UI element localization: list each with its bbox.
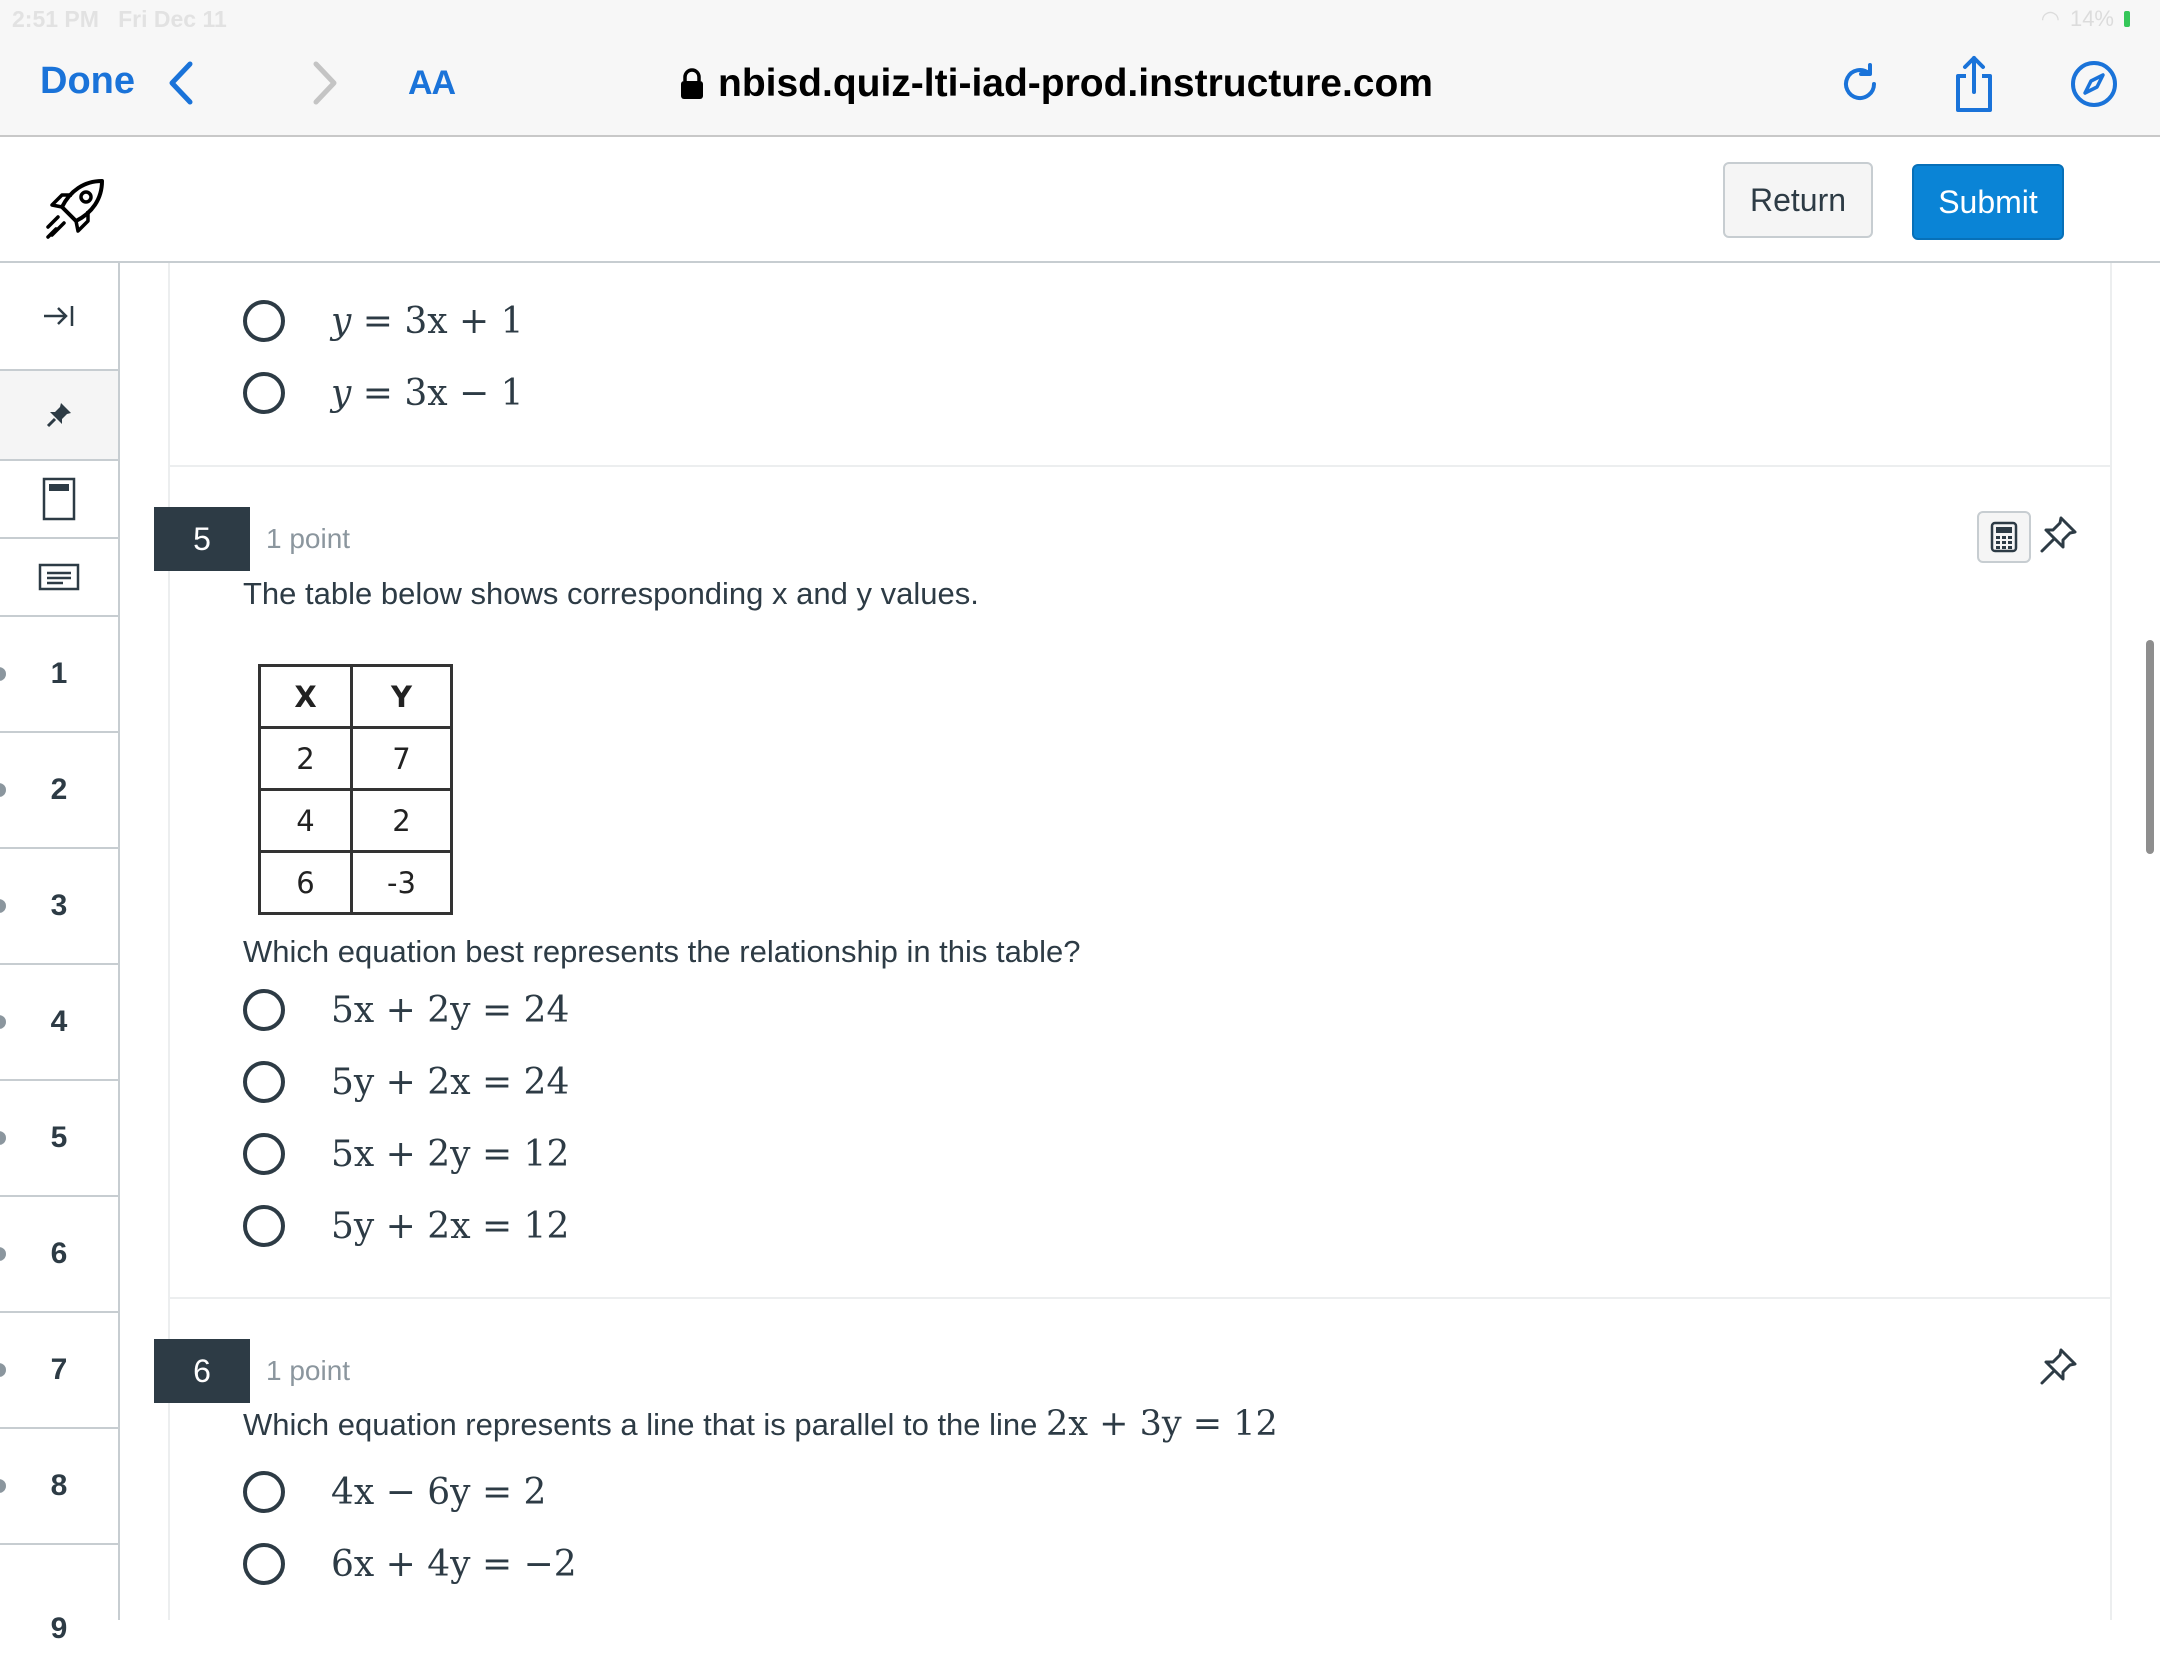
xy-table [258, 664, 453, 915]
table-cell: -3 [352, 852, 452, 914]
table-cell: 2 [352, 790, 452, 852]
rocket-icon [44, 177, 106, 239]
q6-option-1[interactable] [243, 1464, 546, 1520]
q4-option-2[interactable]: y = 3x − 1 [243, 365, 524, 421]
q5-option-3[interactable] [243, 1126, 569, 1182]
collapse-rail-button[interactable] [0, 263, 118, 371]
table-row [260, 728, 452, 790]
status-time: 2:51 PM Fri Dec 11 [12, 6, 227, 32]
status-bar [0, 0, 2160, 40]
browser-toolbar [0, 40, 2160, 137]
question-points: 1 point [266, 1355, 351, 1386]
calculator-button[interactable] [1977, 511, 2031, 563]
radio-button[interactable] [243, 1061, 285, 1103]
question-divider [168, 465, 2112, 467]
table-cell: 7 [352, 728, 452, 790]
rail-question-4[interactable]: 4 [0, 965, 118, 1081]
option-label: 5y + 2x = 24 [331, 1061, 570, 1103]
radio-button[interactable] [243, 372, 285, 414]
question-text: The table below shows corresponding x and y values. [243, 576, 979, 611]
question-divider [168, 1297, 2112, 1299]
pin-question-icon[interactable] [2036, 1345, 2080, 1389]
status-dot [0, 1131, 6, 1145]
status-dot [0, 1363, 6, 1377]
radio-button[interactable] [243, 1205, 285, 1247]
pinned-filter-button[interactable] [0, 371, 118, 461]
table-row [260, 852, 452, 914]
rail-question-2[interactable]: 2 [0, 733, 118, 849]
question-navigation-rail [0, 263, 120, 1645]
done-button[interactable]: Done [40, 60, 135, 102]
notes-rail-button[interactable] [0, 539, 118, 617]
calculator-icon [42, 477, 76, 521]
arrow-to-end-icon [42, 302, 76, 330]
status-dot [0, 1247, 6, 1261]
rail-question-5[interactable]: 5 [0, 1081, 118, 1197]
question-number-badge: 6 [154, 1339, 250, 1403]
share-icon[interactable] [1944, 54, 2004, 114]
document-icon [38, 563, 80, 591]
calculator-icon [1990, 521, 2018, 553]
table-cell: 4 [260, 790, 352, 852]
status-dot [0, 1015, 6, 1029]
option-label: 6x + 4y = −2 [331, 1543, 577, 1585]
radio-button[interactable] [243, 1543, 285, 1585]
rail-question-8[interactable]: 8 [0, 1429, 118, 1545]
rail-question-1[interactable]: 1 [0, 617, 118, 733]
radio-button[interactable] [243, 1471, 285, 1513]
radio-button[interactable] [243, 300, 285, 342]
question-prompt: Which equation best represents the relationship in this table? [243, 934, 1081, 969]
status-dot [0, 1479, 6, 1493]
calculator-rail-button[interactable] [0, 461, 118, 539]
return-button[interactable]: Return [1723, 162, 1873, 238]
option-label: 5x + 2y = 12 [331, 1133, 570, 1175]
question-equation: 2x + 3y = 12 [1046, 1404, 1278, 1444]
table-cell: 6 [260, 852, 352, 914]
status-dot [0, 667, 6, 681]
reload-icon[interactable] [1830, 54, 1890, 114]
q4-option-1[interactable]: y = 3x + 1 [243, 293, 524, 349]
status-dot [0, 783, 6, 797]
table-row [260, 790, 452, 852]
table-header-row [260, 666, 452, 728]
status-indicators [2041, 6, 2130, 32]
radio-button[interactable] [243, 989, 285, 1031]
pin-question-icon[interactable] [2036, 513, 2080, 557]
submit-button[interactable]: Submit [1912, 164, 2064, 240]
question-number-badge: 5 [154, 507, 250, 571]
status-dot [0, 899, 6, 913]
q5-option-1[interactable] [243, 982, 569, 1038]
option-label: 5x + 2y = 24 [331, 989, 570, 1031]
table-header: X [260, 666, 352, 728]
table-header: Y [352, 666, 452, 728]
radio-button[interactable] [243, 1133, 285, 1175]
q6-option-2[interactable] [243, 1536, 577, 1592]
battery-icon [2124, 11, 2130, 27]
rail-question-6[interactable]: 6 [0, 1197, 118, 1313]
rail-question-7[interactable]: 7 [0, 1313, 118, 1429]
pin-icon [45, 401, 73, 429]
q5-option-4[interactable] [243, 1198, 569, 1254]
page-scrollbar[interactable] [2146, 640, 2154, 854]
option-label: 5y + 2x = 12 [331, 1205, 570, 1247]
address-bar[interactable] [680, 56, 1480, 112]
rail-question-3[interactable]: 3 [0, 849, 118, 965]
forward-icon[interactable] [302, 58, 346, 108]
option-label: 4x − 6y = 2 [331, 1471, 547, 1513]
wifi-icon: ◠ [2040, 6, 2060, 31]
reader-settings-button[interactable]: AA [408, 64, 456, 102]
q5-option-2[interactable] [243, 1054, 569, 1110]
question-text: Which equation represents a line that is parallel to the line 2x + 3y = 12 [243, 1404, 1278, 1444]
url-text: nbisd.quiz-lti-iad-prod.instructure.com [718, 62, 1433, 105]
table-cell: 2 [260, 728, 352, 790]
compass-icon[interactable] [2064, 54, 2124, 114]
quiz-header [0, 139, 2160, 263]
back-icon[interactable] [160, 58, 204, 108]
battery-label: 14% [2069, 6, 2114, 31]
question-points: 1 point [266, 523, 351, 554]
rail-question-9[interactable]: 9 [50, 1612, 68, 1645]
lock-icon [680, 68, 704, 100]
